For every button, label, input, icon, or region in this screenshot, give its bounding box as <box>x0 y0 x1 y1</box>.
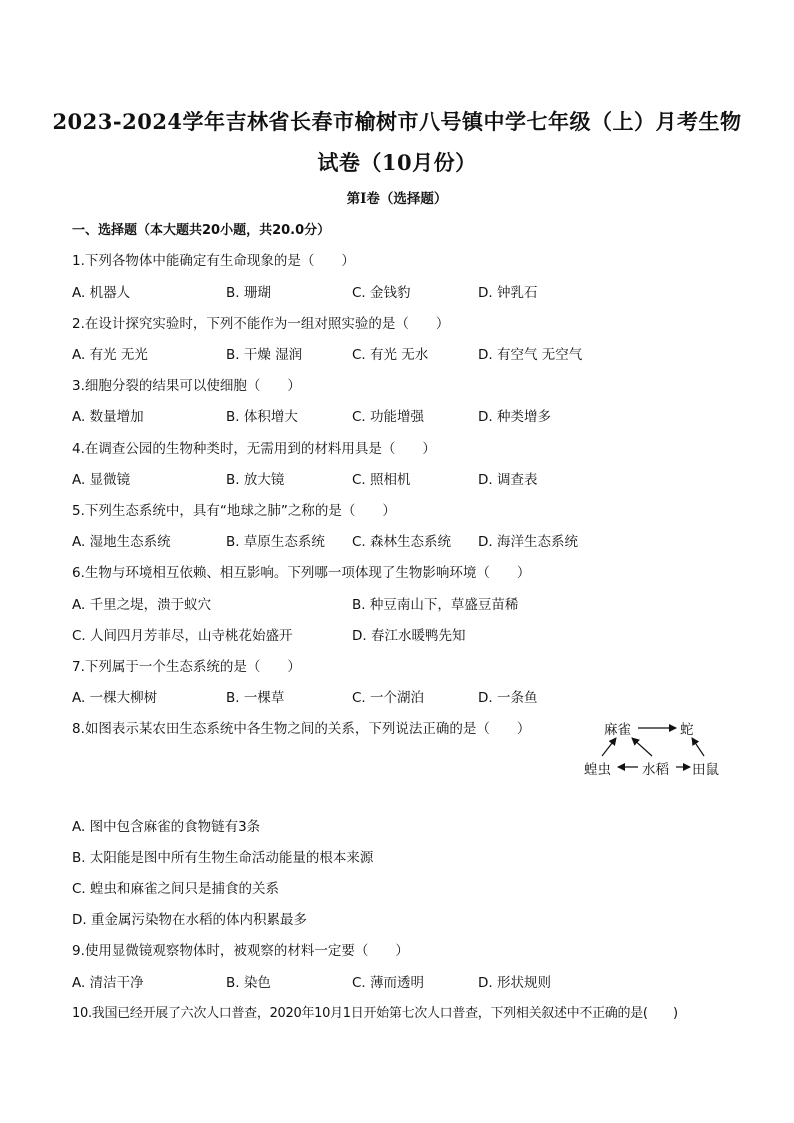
question-8-option-d[interactable]: D. 重金属污染物在水稻的体内积累最多 <box>72 912 307 928</box>
question-3-option-d[interactable]: D. 种类增多 <box>478 409 551 425</box>
question-5-option-d[interactable]: D. 海洋生态系统 <box>478 534 578 550</box>
exam-title: 2023-2024学年吉林省长春市榆树市八号镇中学七年级（上）月考生物 <box>52 109 742 134</box>
question-9-option-c[interactable]: C. 薄而透明 <box>352 975 425 991</box>
question-4-option-b[interactable]: B. 放大镜 <box>226 472 285 488</box>
question-2-option-b[interactable]: B. 干燥 湿润 <box>226 347 303 363</box>
question-5-stem: 5.下列生态系统中，具有“地球之肺”之称的是（ ） <box>72 503 396 519</box>
food-web-node-rice: 水稻 <box>642 762 669 778</box>
question-3-option-c[interactable]: C. 功能增强 <box>352 409 425 425</box>
question-7-stem: 7.下列属于一个生态系统的是（ ） <box>72 659 301 675</box>
food-web-node-sparrow: 麻雀 <box>604 722 631 738</box>
question-2-option-c[interactable]: C. 有光 无水 <box>352 347 429 363</box>
question-6-stem: 6.生物与环境相互依赖、相互影响。下列哪一项体现了生物影响环境（ ） <box>72 565 531 581</box>
question-4-option-d[interactable]: D. 调查表 <box>478 472 538 488</box>
question-7-option-a[interactable]: A. 一棵大柳树 <box>72 690 158 706</box>
question-9-option-a[interactable]: A. 清洁干净 <box>72 975 144 991</box>
question-1-stem: 1.下列各物体中能确定有生命现象的是（ ） <box>72 253 355 269</box>
question-4-option-c[interactable]: C. 照相机 <box>352 472 411 488</box>
question-2-stem: 2.在设计探究实验时，下列不能作为一组对照实验的是（ ） <box>72 316 450 332</box>
food-web-node-locust: 蝗虫 <box>584 762 611 778</box>
exam-title-continued: 试卷（10月份） <box>317 150 477 175</box>
question-3-stem: 3.细胞分裂的结果可以使细胞（ ） <box>72 378 301 394</box>
question-4-stem: 4.在调查公园的生物种类时，无需用到的材料用具是（ ） <box>72 441 436 457</box>
question-1-option-b[interactable]: B. 珊瑚 <box>226 285 271 301</box>
question-8-stem: 8.如图表示某农田生态系统中各生物之间的关系，下列说法正确的是（ ） <box>72 721 531 737</box>
section-heading: 一、选择题（本大题共20小题，共20.0分） <box>72 223 331 238</box>
question-2-option-d[interactable]: D. 有空气 无空气 <box>478 347 583 363</box>
question-1-option-a[interactable]: A. 机器人 <box>72 285 131 301</box>
arrow-rice-to-sparrow <box>632 738 652 756</box>
question-6-option-c[interactable]: C. 人间四月芳菲尽，山寺桃花始盛开 <box>72 628 293 644</box>
question-2-option-a[interactable]: A. 有光 无光 <box>72 347 148 363</box>
question-6-option-b[interactable]: B. 种豆南山下，草盛豆苗稀 <box>352 597 519 613</box>
question-6-option-d[interactable]: D. 春江水暖鸭先知 <box>352 628 466 644</box>
question-6-option-a[interactable]: A. 千里之堤，溃于蚁穴 <box>72 597 212 613</box>
food-web-node-snake: 蛇 <box>680 722 694 738</box>
question-9-stem: 9.使用显微镜观察物体时，被观察的材料一定要（ ） <box>72 943 409 959</box>
volume-heading: 第I卷（选择题） <box>346 191 448 207</box>
question-3-option-a[interactable]: A. 数量增加 <box>72 409 144 425</box>
arrow-vole-to-snake <box>692 738 704 756</box>
question-9-option-d[interactable]: D. 形状规则 <box>478 975 551 991</box>
question-8-option-c[interactable]: C. 蝗虫和麻雀之间只是捕食的关系 <box>72 881 280 897</box>
question-9-option-b[interactable]: B. 染色 <box>226 975 271 991</box>
question-3-option-b[interactable]: B. 体积增大 <box>226 409 298 425</box>
question-7-option-d[interactable]: D. 一条鱼 <box>478 690 538 706</box>
question-7-option-c[interactable]: C. 一个湖泊 <box>352 690 425 706</box>
question-7-option-b[interactable]: B. 一棵草 <box>226 690 285 706</box>
food-web-node-vole: 田鼠 <box>692 762 719 778</box>
arrow-locust-to-sparrow <box>602 738 616 756</box>
question-5-option-b[interactable]: B. 草原生态系统 <box>226 534 325 550</box>
question-10-stem: 10.我国已经开展了六次人口普查，2020年10月1日开始第七次人口普查，下列相关叙述中不正确的是( ) <box>72 1006 678 1021</box>
food-web-diagram <box>580 712 760 788</box>
question-8-option-a[interactable]: A. 图中包含麻雀的食物链有3条 <box>72 819 261 835</box>
question-5-option-a[interactable]: A. 湿地生态系统 <box>72 534 171 550</box>
question-5-option-c[interactable]: C. 森林生态系统 <box>352 534 452 550</box>
question-4-option-a[interactable]: A. 显微镜 <box>72 472 131 488</box>
question-1-option-d[interactable]: D. 钟乳石 <box>478 285 538 301</box>
question-8-option-b[interactable]: B. 太阳能是图中所有生物生命活动能量的根本来源 <box>72 850 374 866</box>
question-1-option-c[interactable]: C. 金钱豹 <box>352 285 411 301</box>
